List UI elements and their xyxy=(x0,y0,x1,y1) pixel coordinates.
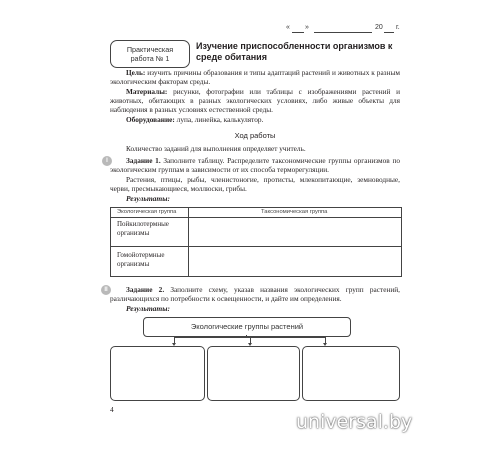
scheme-box-right xyxy=(302,346,400,401)
watermark: universal.by xyxy=(296,411,413,433)
scheme-box-left xyxy=(110,346,205,401)
table-row-homeothermic: Гомойотермные организмы xyxy=(117,251,165,268)
materials-text: рисунки, фотографии или таблицы с изображениями растений и животных, обитающих в разных экологических условиях, либо живые объекты для наблюдения в разных условиях естественной среды. xyxy=(110,87,400,114)
date-line xyxy=(286,24,406,36)
month-blank xyxy=(314,32,372,33)
table-row-divider xyxy=(111,246,401,247)
goal-text: изучить причины образования и типы адаптаций растений и животных к разным экологическим факторам среды. xyxy=(110,68,400,86)
practical-work-label xyxy=(110,40,190,68)
date-open-quote: « xyxy=(286,24,290,31)
task-2-paragraph xyxy=(110,285,400,303)
classification-table xyxy=(110,207,402,277)
year-suffix: г. xyxy=(396,24,400,31)
table-header-ecological-group: Экологическая группа xyxy=(117,209,177,215)
task-1-label: Задание 1. xyxy=(126,156,161,165)
practical-work-label-line2: работа № 1 xyxy=(130,54,170,63)
task-1-number-badge: I xyxy=(102,156,112,166)
table-row-poikilothermic: Пойкилотермные организмы xyxy=(117,220,169,237)
task-2-text: Заполните схему, указав названия экологических групп растений, различающихся по потребности к освещенности, и дайте им определения. xyxy=(110,285,400,303)
year-blank xyxy=(384,32,394,33)
table-header-divider xyxy=(111,217,401,218)
year-label: 20 xyxy=(375,24,383,31)
practical-work-label-line1: Практическая xyxy=(126,45,174,54)
materials-paragraph xyxy=(110,87,400,114)
progress-heading: Ход работы xyxy=(234,131,276,140)
tasks-note: Количество заданий для выполнения определяет учитель. xyxy=(126,144,306,153)
page-number: 4 xyxy=(110,405,114,414)
scheme-title-box: Экологические группы растений xyxy=(143,317,351,337)
equipment-label: Оборудование: xyxy=(126,115,175,124)
table-column-divider xyxy=(188,208,189,276)
practical-work-title: Изучение приспособленности организмов к среде обитания xyxy=(196,41,393,62)
date-close-quote: » xyxy=(305,24,309,31)
goal-paragraph xyxy=(110,68,400,86)
task-1-paragraph xyxy=(110,156,400,174)
task-2-number-badge: II xyxy=(101,285,111,295)
scheme-box-middle xyxy=(207,346,300,401)
task-2-results-label: Результаты: xyxy=(126,304,170,313)
table-header-taxonomic-group: Таксономическая группа xyxy=(261,209,328,215)
task-1-organism-list: Растения, птицы, рыбы, членистоногие, протисты, млекопитающие, земноводные, черви, пресмыкающиеся, моллюски, грибы. xyxy=(110,175,400,193)
goal-label: Цель: xyxy=(126,68,146,77)
task-2-label: Задание 2. xyxy=(126,285,165,294)
task-1-results-label: Результаты: xyxy=(126,194,170,203)
day-blank xyxy=(292,32,304,33)
equipment-text: лупа, линейка, калькулятор. xyxy=(174,115,264,124)
materials-label: Материалы: xyxy=(126,87,168,96)
task-1-text: Заполните таблицу. Распределите таксономические группы организмов по экологическим группам в зависимости от их способа терморегуляции. xyxy=(110,156,400,174)
equipment-paragraph xyxy=(110,115,400,124)
